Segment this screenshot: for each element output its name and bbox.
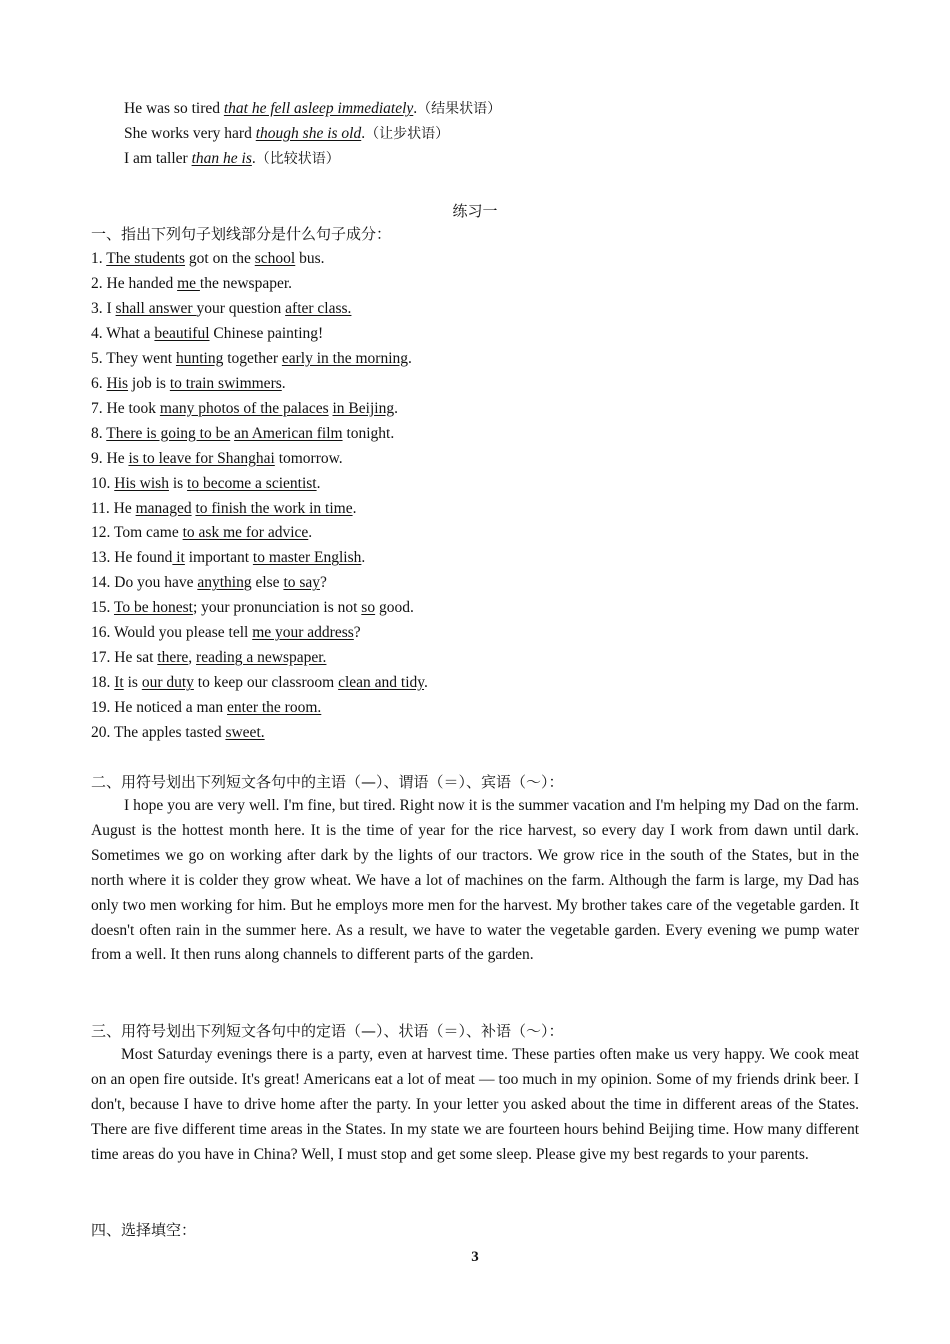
underlined-segment: To be honest bbox=[113, 599, 193, 617]
section-1-heading: 一、指出下列句子划线部分是什么句子成分： bbox=[91, 225, 392, 243]
underlined-segment: me bbox=[177, 274, 200, 292]
example-text: She works very hard bbox=[124, 125, 256, 142]
exercise-item bbox=[91, 374, 286, 394]
underlined-segment: It bbox=[114, 674, 124, 692]
exercise-item bbox=[91, 349, 412, 369]
underlined-segment: to become a scientist bbox=[187, 474, 317, 492]
underlined-segment: shall answer bbox=[115, 299, 197, 317]
item-text: 20. The apples tasted bbox=[91, 724, 226, 742]
item-text: important bbox=[184, 549, 253, 567]
underlined-segment: early in the morning bbox=[281, 349, 408, 367]
underlined-segment: there bbox=[157, 649, 189, 667]
example-note: （让步状语） bbox=[365, 126, 450, 142]
item-text: good. bbox=[375, 599, 414, 617]
underlined-segment: anything bbox=[197, 574, 252, 592]
exercise-item bbox=[91, 499, 356, 519]
item-text: is bbox=[168, 474, 188, 492]
underlined-segment: His wish bbox=[114, 474, 169, 492]
underlined-segment: many photos of the palaces bbox=[159, 399, 329, 417]
underlined-segment: to ask me for advice bbox=[182, 524, 309, 542]
exercise-item bbox=[91, 623, 361, 643]
example-text: He was so tired bbox=[124, 100, 224, 117]
underlined-segment: after class. bbox=[285, 299, 352, 317]
item-text: got on the bbox=[185, 250, 255, 267]
example-note: （比较状语） bbox=[255, 151, 340, 167]
item-text: job is bbox=[128, 374, 170, 392]
exercise-item bbox=[91, 399, 398, 419]
underlined-segment: to finish the work in time bbox=[195, 499, 353, 517]
item-text: 4. What a bbox=[91, 324, 155, 342]
item-text: 6. bbox=[91, 374, 107, 392]
exercise-item bbox=[91, 648, 326, 668]
item-text: 15. bbox=[91, 599, 114, 617]
item-text: 10. bbox=[91, 474, 115, 492]
item-text: ? bbox=[320, 574, 327, 592]
exercise-item bbox=[91, 698, 321, 718]
exercise-item bbox=[91, 249, 325, 269]
underlined-segment: reading a newspaper. bbox=[196, 649, 327, 667]
exercise-item bbox=[91, 548, 365, 568]
exercise-item bbox=[91, 424, 394, 444]
page-number: 3 bbox=[471, 1249, 479, 1265]
example-underlined-clause: than he is bbox=[191, 150, 252, 167]
exercise-title: 练习一 bbox=[452, 202, 498, 220]
exercise-item bbox=[91, 324, 323, 344]
item-text: . bbox=[281, 374, 286, 392]
underlined-segment: clean and tidy bbox=[338, 674, 425, 692]
item-text: 18. bbox=[91, 674, 115, 692]
item-text: 19. He noticed a man bbox=[91, 699, 228, 717]
item-text: 16. Would you please tell bbox=[91, 624, 253, 642]
example-text: . bbox=[413, 100, 418, 117]
item-text: else bbox=[251, 574, 284, 592]
item-text: 3. I bbox=[91, 299, 116, 317]
underlined-segment: school bbox=[254, 250, 296, 267]
exercise-item bbox=[91, 523, 312, 543]
underlined-segment: our duty bbox=[141, 674, 194, 692]
underlined-segment: enter the room. bbox=[227, 699, 322, 717]
underlined-segment: me your address bbox=[252, 624, 354, 642]
item-text: . bbox=[352, 499, 357, 517]
item-text: . bbox=[316, 474, 321, 492]
item-text: ; your pronunciation is not bbox=[192, 599, 362, 617]
item-text: 12. Tom came bbox=[91, 524, 183, 542]
underlined-segment: beautiful bbox=[154, 324, 210, 342]
item-text: , bbox=[188, 649, 197, 667]
underlined-segment: is to leave for Shanghai bbox=[128, 449, 275, 467]
underlined-segment: managed bbox=[135, 499, 192, 517]
exercise-item bbox=[91, 723, 265, 743]
item-text: . bbox=[424, 674, 428, 692]
item-text: 5. They went bbox=[91, 349, 176, 367]
item-text: to keep our classroom bbox=[193, 674, 339, 692]
exercise-item bbox=[91, 598, 414, 618]
exercise-item bbox=[91, 673, 428, 693]
item-text: . bbox=[408, 349, 412, 367]
underlined-segment: sweet. bbox=[225, 724, 265, 742]
example-underlined-clause: though she is old bbox=[255, 125, 362, 142]
section-3-heading: 三、用符号划出下列短文各句中的定语（—）、状语（＝）、补语（～）： bbox=[91, 1022, 564, 1040]
item-text: is bbox=[123, 674, 142, 692]
underlined-segment: hunting bbox=[175, 349, 224, 367]
item-text: 13. He found bbox=[91, 549, 173, 567]
item-text: tomorrow. bbox=[274, 449, 343, 467]
item-text: . bbox=[308, 524, 313, 542]
exercise-item bbox=[91, 474, 320, 494]
item-text: the newspaper. bbox=[199, 274, 293, 292]
section-4-heading: 四、选择填空： bbox=[91, 1221, 197, 1239]
underlined-segment: an American film bbox=[234, 424, 343, 442]
example-text: . bbox=[361, 125, 366, 142]
item-text: your question bbox=[196, 299, 286, 317]
item-text: ? bbox=[353, 624, 361, 642]
item-text: 11. He bbox=[91, 499, 136, 517]
item-text: . bbox=[394, 399, 398, 417]
item-text: bus. bbox=[295, 250, 325, 267]
section-3-paragraph: Most Saturday evenings there is a party, even at harvest time. These parties often make us very happy. We cook meat on an open fire outside. It's great! Americans eat a lot of meat — too much in my opinion. Some of my friends drink beer. I don't, because I have to drive home after the party. In your letter you asked about the time in different areas of the States. There are five different time areas in the States. In my state we are fourteen hours behind Beijing time. How many different time areas do you have in China? Well, I must stop and get some sleep. Please give my best regards to your parents. bbox=[91, 1046, 859, 1163]
example-text: I am taller bbox=[124, 150, 192, 167]
exercise-item bbox=[91, 449, 343, 469]
example-text: . bbox=[251, 150, 256, 167]
item-text: 9. He bbox=[91, 449, 129, 467]
underlined-segment: it bbox=[172, 549, 185, 567]
underlined-segment: in Beijing bbox=[332, 399, 395, 417]
example-note: （结果状语） bbox=[417, 101, 502, 117]
item-text: 8. bbox=[91, 424, 107, 442]
section-2-heading: 二、用符号划出下列短文各句中的主语（—）、谓语（＝）、宾语（～）： bbox=[91, 773, 564, 791]
item-text: . bbox=[361, 549, 366, 567]
item-text: 1. bbox=[91, 250, 107, 267]
example-sentence-1 bbox=[124, 99, 501, 119]
underlined-segment: There is going to be bbox=[106, 424, 231, 442]
section-2-paragraph: I hope you are very well. I'm fine, but tired. Right now it is the summer vacation and I'm helping my Dad on the farm. August is the hottest month here. It is the time of year for the rice harvest, so every day I work from dawn until dark. Sometimes we go on working after dark by the lights of our tractors. We grow rice in the south of the States, but in the north where it is colder they grow wheat. We have a lot of machines on the farm. Although the farm is large, my Dad has only two men working for him. But he employs more men for the harvest. My brother takes care of the vegetable garden. It doesn't often rain in the summer here. As a result, we have to water the vegetable garden. Every evening we pump water from a well. It then runs along channels to different parts of the garden. bbox=[91, 797, 859, 964]
item-text: 7. He took bbox=[91, 399, 160, 417]
item-text: tonight. bbox=[342, 424, 395, 442]
underlined-segment: His bbox=[106, 374, 129, 392]
exercise-item bbox=[91, 573, 327, 593]
item-text: 14. Do you have bbox=[91, 574, 198, 592]
underlined-segment: to train swimmers bbox=[169, 374, 282, 392]
underlined-segment: The students bbox=[106, 250, 186, 267]
underlined-segment: so bbox=[361, 599, 376, 617]
item-text: Chinese painting! bbox=[209, 324, 324, 342]
item-text: 2. He handed bbox=[91, 274, 178, 292]
underlined-segment: to say bbox=[283, 574, 321, 592]
item-text: together bbox=[223, 349, 282, 367]
exercise-item bbox=[91, 299, 351, 319]
exercise-item bbox=[91, 274, 292, 294]
item-text: 17. He sat bbox=[91, 649, 158, 667]
example-underlined-clause: that he fell asleep immediately bbox=[223, 100, 414, 117]
underlined-segment: to master English bbox=[252, 549, 362, 567]
example-sentence-2 bbox=[124, 124, 449, 144]
example-sentence-3 bbox=[124, 149, 340, 169]
